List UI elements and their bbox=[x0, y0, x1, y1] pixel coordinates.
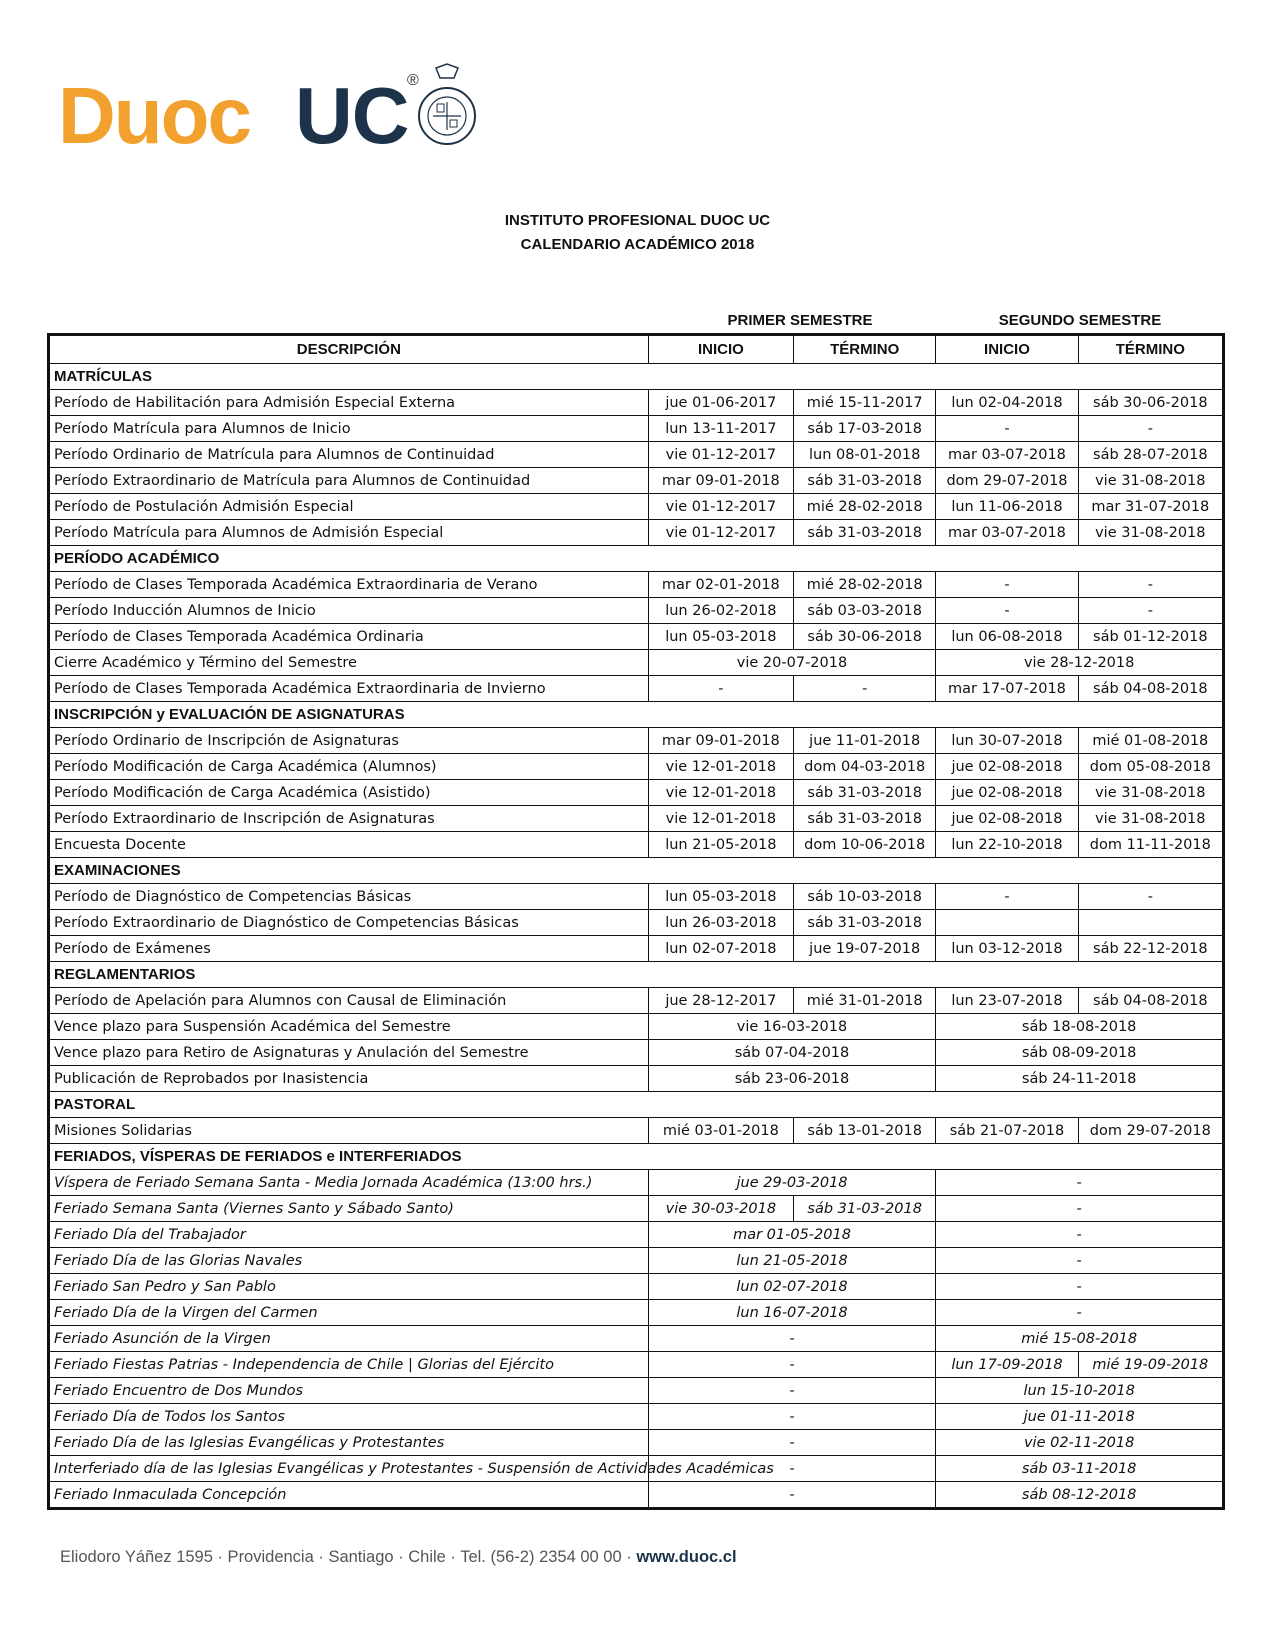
table-row bbox=[49, 806, 1224, 832]
date-cell: vie 12-01-2018 bbox=[648, 754, 793, 780]
first-semester-merged-cell: - bbox=[648, 1456, 936, 1482]
table-row bbox=[49, 494, 1224, 520]
date-cell: jue 19-07-2018 bbox=[794, 936, 936, 962]
date-cell: mié 19-09-2018 bbox=[1078, 1352, 1223, 1378]
row-description: Período Matrícula para Alumnos de Inicio bbox=[49, 416, 649, 442]
first-semester-merged-cell: lun 02-07-2018 bbox=[648, 1274, 936, 1300]
row-description: Período Extraordinario de Diagnóstico de Competencias Básicas bbox=[49, 910, 649, 936]
table-row bbox=[49, 936, 1224, 962]
second-semester-merged-cell: lun 15-10-2018 bbox=[936, 1378, 1224, 1404]
row-description: Feriado Encuentro de Dos Mundos bbox=[49, 1378, 649, 1404]
header-inicio-2: INICIO bbox=[936, 335, 1078, 364]
date-cell: vie 30-03-2018 bbox=[648, 1196, 793, 1222]
date-cell: - bbox=[1078, 598, 1223, 624]
table-row bbox=[49, 624, 1224, 650]
section-header-row bbox=[49, 702, 1224, 728]
date-cell: - bbox=[1078, 884, 1223, 910]
row-description: Período Extraordinario de Matrícula para Alumnos de Continuidad bbox=[49, 468, 649, 494]
row-description: Período de Apelación para Alumnos con Causal de Eliminación bbox=[49, 988, 649, 1014]
table-header-row bbox=[49, 335, 1224, 364]
first-semester-merged-cell: sáb 23-06-2018 bbox=[648, 1066, 936, 1092]
date-cell: sáb 03-03-2018 bbox=[794, 598, 936, 624]
date-cell: vie 31-08-2018 bbox=[1078, 780, 1223, 806]
date-cell: lun 05-03-2018 bbox=[648, 624, 793, 650]
date-cell: sáb 10-03-2018 bbox=[794, 884, 936, 910]
row-description: Vence plazo para Suspensión Académica del Semestre bbox=[49, 1014, 649, 1040]
row-description: Feriado Día de las Glorias Navales bbox=[49, 1248, 649, 1274]
row-description: Publicación de Reprobados por Inasistencia bbox=[49, 1066, 649, 1092]
footer-address: Eliodoro Yáñez 1595 · Providencia · Santiago · Chile · Tel. (56-2) 2354 00 00 · bbox=[60, 1548, 637, 1566]
row-description: Víspera de Feriado Semana Santa - Media Jornada Académica (13:00 hrs.) bbox=[49, 1170, 649, 1196]
date-cell: vie 01-12-2017 bbox=[648, 442, 793, 468]
date-cell: vie 31-08-2018 bbox=[1078, 468, 1223, 494]
date-cell: dom 05-08-2018 bbox=[1078, 754, 1223, 780]
second-semester-merged-cell: - bbox=[936, 1170, 1224, 1196]
table-row bbox=[49, 1430, 1224, 1456]
date-cell: mié 01-08-2018 bbox=[1078, 728, 1223, 754]
section-title: PERÍODO ACADÉMICO bbox=[49, 546, 1224, 572]
row-description: Feriado Día de la Virgen del Carmen bbox=[49, 1300, 649, 1326]
date-cell: vie 01-12-2017 bbox=[648, 520, 793, 546]
date-cell: mar 02-01-2018 bbox=[648, 572, 793, 598]
date-cell: vie 01-12-2017 bbox=[648, 494, 793, 520]
date-cell: jue 11-01-2018 bbox=[794, 728, 936, 754]
row-description: Período de Exámenes bbox=[49, 936, 649, 962]
row-description: Feriado Día del Trabajador bbox=[49, 1222, 649, 1248]
first-semester-merged-cell: - bbox=[648, 1404, 936, 1430]
header-descripcion: DESCRIPCIÓN bbox=[49, 335, 649, 364]
first-semester-merged-cell: vie 20-07-2018 bbox=[648, 650, 936, 676]
date-cell: lun 13-11-2017 bbox=[648, 416, 793, 442]
table-row bbox=[49, 520, 1224, 546]
date-cell: vie 31-08-2018 bbox=[1078, 520, 1223, 546]
first-semester-merged-cell: mar 01-05-2018 bbox=[648, 1222, 936, 1248]
section-title: PASTORAL bbox=[49, 1092, 1224, 1118]
table-row bbox=[49, 1274, 1224, 1300]
date-cell: lun 05-03-2018 bbox=[648, 884, 793, 910]
footer-contact bbox=[60, 1548, 737, 1567]
row-description: Período Matrícula para Alumnos de Admisión Especial bbox=[49, 520, 649, 546]
row-description: Período de Habilitación para Admisión Especial Externa bbox=[49, 390, 649, 416]
date-cell: sáb 31-03-2018 bbox=[794, 468, 936, 494]
date-cell: sáb 04-08-2018 bbox=[1078, 988, 1223, 1014]
duoc-uc-logo bbox=[58, 62, 498, 182]
table-body bbox=[49, 364, 1224, 1509]
second-semester-merged-cell: vie 28-12-2018 bbox=[936, 650, 1224, 676]
section-header-row bbox=[49, 962, 1224, 988]
second-semester-merged-cell: sáb 03-11-2018 bbox=[936, 1456, 1224, 1482]
row-description: Feriado San Pedro y San Pablo bbox=[49, 1274, 649, 1300]
date-cell: dom 11-11-2018 bbox=[1078, 832, 1223, 858]
date-cell: sáb 31-03-2018 bbox=[794, 910, 936, 936]
first-semester-merged-cell: - bbox=[648, 1378, 936, 1404]
second-semester-merged-cell: vie 02-11-2018 bbox=[936, 1430, 1224, 1456]
date-cell: sáb 01-12-2018 bbox=[1078, 624, 1223, 650]
second-semester-merged-cell: jue 01-11-2018 bbox=[936, 1404, 1224, 1430]
row-description: Encuesta Docente bbox=[49, 832, 649, 858]
table-row bbox=[49, 1482, 1224, 1509]
table-row bbox=[49, 598, 1224, 624]
table-row bbox=[49, 1222, 1224, 1248]
date-cell: lun 30-07-2018 bbox=[936, 728, 1078, 754]
table-row bbox=[49, 1196, 1224, 1222]
date-cell: lun 22-10-2018 bbox=[936, 832, 1078, 858]
first-semester-merged-cell: vie 16-03-2018 bbox=[648, 1014, 936, 1040]
table-row bbox=[49, 780, 1224, 806]
date-cell: mar 31-07-2018 bbox=[1078, 494, 1223, 520]
row-description: Feriado Día de Todos los Santos bbox=[49, 1404, 649, 1430]
row-description: Período Ordinario de Matrícula para Alumnos de Continuidad bbox=[49, 442, 649, 468]
second-semester-merged-cell: - bbox=[936, 1222, 1224, 1248]
second-semester-merged-cell: - bbox=[936, 1196, 1224, 1222]
second-semester-merged-cell: sáb 24-11-2018 bbox=[936, 1066, 1224, 1092]
table-row bbox=[49, 1378, 1224, 1404]
date-cell: vie 31-08-2018 bbox=[1078, 806, 1223, 832]
date-cell: vie 12-01-2018 bbox=[648, 806, 793, 832]
table-row bbox=[49, 1352, 1224, 1378]
date-cell: sáb 13-01-2018 bbox=[794, 1118, 936, 1144]
date-cell: sáb 28-07-2018 bbox=[1078, 442, 1223, 468]
registered-mark: ® bbox=[407, 72, 419, 89]
date-cell: lun 23-07-2018 bbox=[936, 988, 1078, 1014]
date-cell: lun 17-09-2018 bbox=[936, 1352, 1078, 1378]
date-cell: mié 28-02-2018 bbox=[794, 572, 936, 598]
first-semester-header: PRIMER SEMESTRE bbox=[727, 312, 873, 329]
row-description: Cierre Académico y Término del Semestre bbox=[49, 650, 649, 676]
table-row bbox=[49, 988, 1224, 1014]
section-title: FERIADOS, VÍSPERAS DE FERIADOS e INTERFERIADOS bbox=[49, 1144, 1224, 1170]
date-cell: mar 09-01-2018 bbox=[648, 728, 793, 754]
date-cell: - bbox=[936, 572, 1078, 598]
first-semester-merged-cell: - bbox=[648, 1352, 936, 1378]
row-description: Feriado Fiestas Patrias - Independencia de Chile | Glorias del Ejército bbox=[49, 1352, 649, 1378]
date-cell: mar 09-01-2018 bbox=[648, 468, 793, 494]
date-cell: mié 28-02-2018 bbox=[794, 494, 936, 520]
date-cell: sáb 31-03-2018 bbox=[794, 520, 936, 546]
second-semester-merged-cell: mié 15-08-2018 bbox=[936, 1326, 1224, 1352]
date-cell bbox=[936, 910, 1078, 936]
section-title: INSCRIPCIÓN y EVALUACIÓN DE ASIGNATURAS bbox=[49, 702, 1224, 728]
university-seal-icon bbox=[416, 64, 478, 156]
date-cell: - bbox=[936, 598, 1078, 624]
date-cell: lun 08-01-2018 bbox=[794, 442, 936, 468]
row-description: Período de Diagnóstico de Competencias Básicas bbox=[49, 884, 649, 910]
date-cell: vie 12-01-2018 bbox=[648, 780, 793, 806]
section-title: REGLAMENTARIOS bbox=[49, 962, 1224, 988]
date-cell: jue 02-08-2018 bbox=[936, 754, 1078, 780]
date-cell: sáb 30-06-2018 bbox=[794, 624, 936, 650]
date-cell: lun 02-04-2018 bbox=[936, 390, 1078, 416]
row-description: Período Modificación de Carga Académica (Asistido) bbox=[49, 780, 649, 806]
row-description: Período Inducción Alumnos de Inicio bbox=[49, 598, 649, 624]
date-cell: - bbox=[1078, 572, 1223, 598]
second-semester-merged-cell: sáb 18-08-2018 bbox=[936, 1014, 1224, 1040]
table-row bbox=[49, 650, 1224, 676]
section-header-row bbox=[49, 364, 1224, 390]
date-cell: lun 02-07-2018 bbox=[648, 936, 793, 962]
date-cell: jue 28-12-2017 bbox=[648, 988, 793, 1014]
date-cell: - bbox=[1078, 416, 1223, 442]
date-cell: sáb 17-03-2018 bbox=[794, 416, 936, 442]
table-row bbox=[49, 884, 1224, 910]
date-cell: - bbox=[936, 416, 1078, 442]
table-row bbox=[49, 390, 1224, 416]
date-cell: lun 21-05-2018 bbox=[648, 832, 793, 858]
row-description: Período de Clases Temporada Académica Extraordinaria de Invierno bbox=[49, 676, 649, 702]
row-description: Feriado Semana Santa (Viernes Santo y Sábado Santo) bbox=[49, 1196, 649, 1222]
row-description: Período de Postulación Admisión Especial bbox=[49, 494, 649, 520]
row-description: Período de Clases Temporada Académica Extraordinaria de Verano bbox=[49, 572, 649, 598]
table-row bbox=[49, 442, 1224, 468]
date-cell: mar 03-07-2018 bbox=[936, 442, 1078, 468]
section-header-row bbox=[49, 546, 1224, 572]
row-description: Período Ordinario de Inscripción de Asignaturas bbox=[49, 728, 649, 754]
logo-text-duoc: Duoc bbox=[58, 71, 250, 160]
first-semester-merged-cell: - bbox=[648, 1482, 936, 1509]
date-cell: sáb 31-03-2018 bbox=[794, 1196, 936, 1222]
row-description: Período Modificación de Carga Académica (Alumnos) bbox=[49, 754, 649, 780]
row-description: Misiones Solidarias bbox=[49, 1118, 649, 1144]
table-row bbox=[49, 728, 1224, 754]
date-cell: dom 29-07-2018 bbox=[936, 468, 1078, 494]
table-row bbox=[49, 572, 1224, 598]
second-semester-merged-cell: - bbox=[936, 1274, 1224, 1300]
date-cell: jue 01-06-2017 bbox=[648, 390, 793, 416]
table-row bbox=[49, 1040, 1224, 1066]
logo-text-uc: UC bbox=[295, 71, 409, 160]
table-row bbox=[49, 1014, 1224, 1040]
table-row bbox=[49, 468, 1224, 494]
second-semester-merged-cell: - bbox=[936, 1248, 1224, 1274]
row-description: Feriado Inmaculada Concepción bbox=[49, 1482, 649, 1509]
first-semester-merged-cell: - bbox=[648, 1430, 936, 1456]
row-description: Interferiado día de las Iglesias Evangélicas y Protestantes - Suspensión de Actividades Académicas bbox=[49, 1456, 649, 1482]
section-title: MATRÍCULAS bbox=[49, 364, 1224, 390]
second-semester-header: SEGUNDO SEMESTRE bbox=[998, 312, 1162, 329]
date-cell: - bbox=[648, 676, 793, 702]
date-cell: dom 10-06-2018 bbox=[794, 832, 936, 858]
date-cell: sáb 21-07-2018 bbox=[936, 1118, 1078, 1144]
row-description: Período Extraordinario de Inscripción de Asignaturas bbox=[49, 806, 649, 832]
date-cell: - bbox=[936, 884, 1078, 910]
date-cell: mié 03-01-2018 bbox=[648, 1118, 793, 1144]
row-description: Período de Clases Temporada Académica Ordinaria bbox=[49, 624, 649, 650]
second-semester-merged-cell: sáb 08-09-2018 bbox=[936, 1040, 1224, 1066]
table-row bbox=[49, 1248, 1224, 1274]
header-termino-2: TÉRMINO bbox=[1078, 335, 1223, 364]
header-inicio-1: INICIO bbox=[648, 335, 793, 364]
table-row bbox=[49, 754, 1224, 780]
section-title: EXAMINACIONES bbox=[49, 858, 1224, 884]
date-cell: jue 02-08-2018 bbox=[936, 806, 1078, 832]
table-row bbox=[49, 1404, 1224, 1430]
header-termino-1: TÉRMINO bbox=[794, 335, 936, 364]
date-cell: sáb 31-03-2018 bbox=[794, 780, 936, 806]
date-cell: - bbox=[794, 676, 936, 702]
date-cell: sáb 31-03-2018 bbox=[794, 806, 936, 832]
first-semester-merged-cell: - bbox=[648, 1326, 936, 1352]
table-row bbox=[49, 832, 1224, 858]
row-description: Feriado Asunción de la Virgen bbox=[49, 1326, 649, 1352]
section-header-row bbox=[49, 1144, 1224, 1170]
date-cell: mar 17-07-2018 bbox=[936, 676, 1078, 702]
table-row bbox=[49, 1170, 1224, 1196]
academic-calendar-table bbox=[47, 333, 1225, 1510]
row-description: Feriado Día de las Iglesias Evangélicas y Protestantes bbox=[49, 1430, 649, 1456]
footer-website-link[interactable]: www.duoc.cl bbox=[636, 1548, 737, 1566]
first-semester-merged-cell: lun 16-07-2018 bbox=[648, 1300, 936, 1326]
section-header-row bbox=[49, 858, 1224, 884]
table-row bbox=[49, 1066, 1224, 1092]
date-cell: lun 03-12-2018 bbox=[936, 936, 1078, 962]
second-semester-merged-cell: sáb 08-12-2018 bbox=[936, 1482, 1224, 1509]
date-cell: sáb 30-06-2018 bbox=[1078, 390, 1223, 416]
first-semester-merged-cell: sáb 07-04-2018 bbox=[648, 1040, 936, 1066]
first-semester-merged-cell: lun 21-05-2018 bbox=[648, 1248, 936, 1274]
date-cell: mié 31-01-2018 bbox=[794, 988, 936, 1014]
date-cell: dom 04-03-2018 bbox=[794, 754, 936, 780]
table-row bbox=[49, 910, 1224, 936]
table-row bbox=[49, 1326, 1224, 1352]
date-cell: mié 15-11-2017 bbox=[794, 390, 936, 416]
second-semester-merged-cell: - bbox=[936, 1300, 1224, 1326]
table-row bbox=[49, 1118, 1224, 1144]
first-semester-merged-cell: jue 29-03-2018 bbox=[648, 1170, 936, 1196]
document-title-institution: INSTITUTO PROFESIONAL DUOC UC bbox=[504, 212, 771, 229]
table-row bbox=[49, 1300, 1224, 1326]
row-description: Vence plazo para Retiro de Asignaturas y Anulación del Semestre bbox=[49, 1040, 649, 1066]
date-cell: sáb 22-12-2018 bbox=[1078, 936, 1223, 962]
date-cell: dom 29-07-2018 bbox=[1078, 1118, 1223, 1144]
date-cell: mar 03-07-2018 bbox=[936, 520, 1078, 546]
date-cell: lun 06-08-2018 bbox=[936, 624, 1078, 650]
date-cell: lun 26-02-2018 bbox=[648, 598, 793, 624]
table-row bbox=[49, 416, 1224, 442]
document-title-calendar: CALENDARIO ACADÉMICO 2018 bbox=[520, 236, 755, 253]
date-cell: jue 02-08-2018 bbox=[936, 780, 1078, 806]
section-header-row bbox=[49, 1092, 1224, 1118]
date-cell: sáb 04-08-2018 bbox=[1078, 676, 1223, 702]
date-cell: lun 26-03-2018 bbox=[648, 910, 793, 936]
date-cell bbox=[1078, 910, 1223, 936]
table-row bbox=[49, 676, 1224, 702]
date-cell: lun 11-06-2018 bbox=[936, 494, 1078, 520]
table-row bbox=[49, 1456, 1224, 1482]
